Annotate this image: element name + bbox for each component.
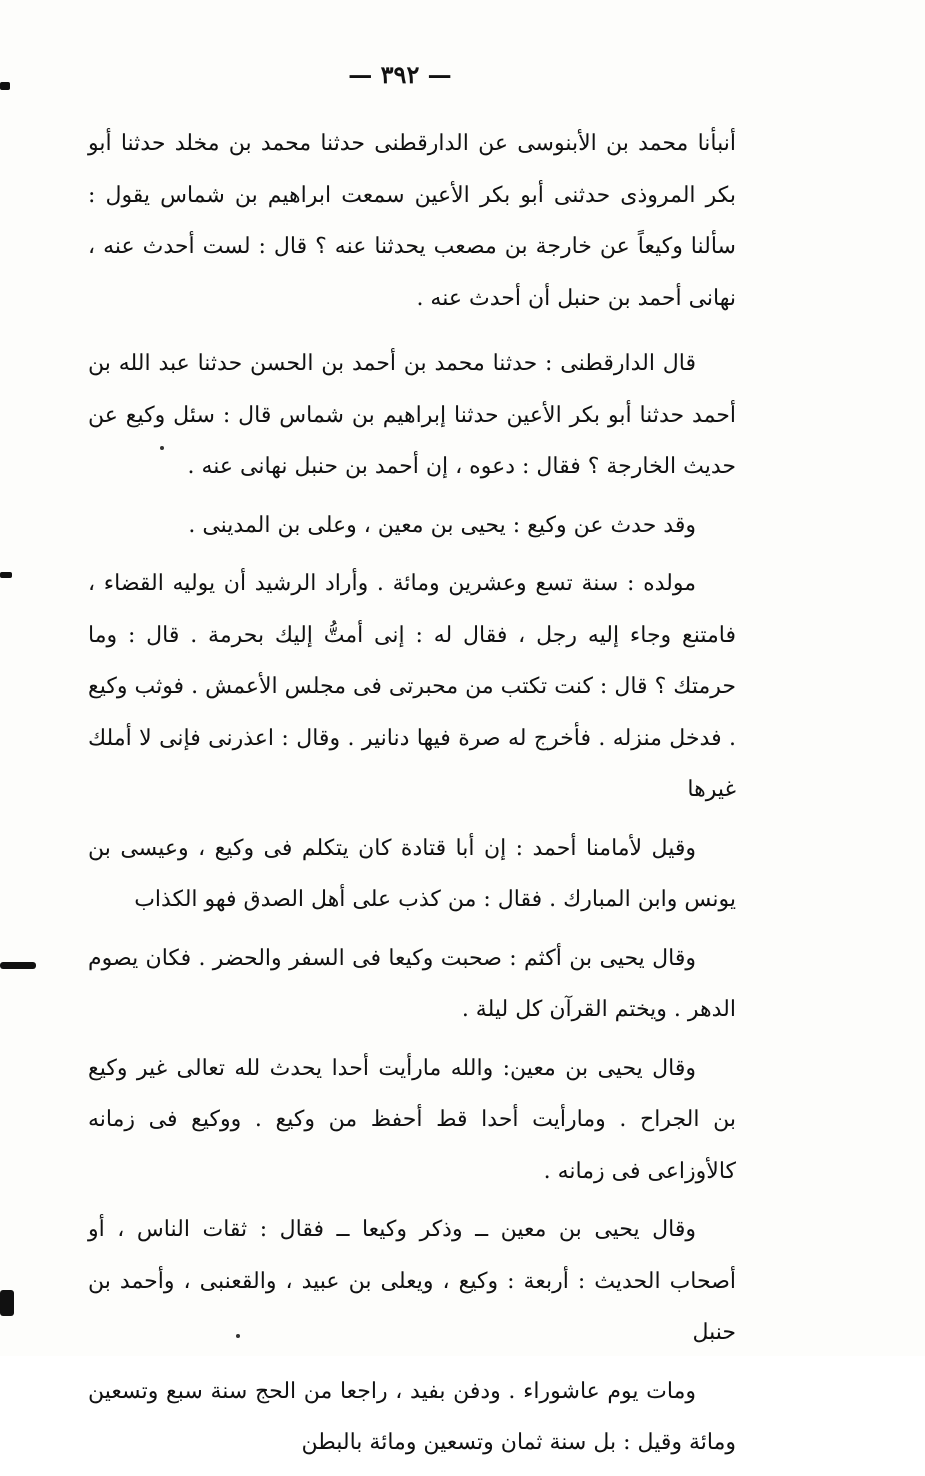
paragraph-2: قال الدارقطنى : حدثنا محمد بن أحمد بن الحسن حدثنا عبد الله بن أحمد حدثنا أبو بكر الأعين حدثنا إبراهيم بن شماس قال : سئل وكيع عن حديث الخارجة ؟ فقال : دعوه ، إن أحمد بن حنبل نهانى عنه .: [88, 351, 736, 479]
paragraph-4: مولده : سنة تسع وعشرين ومائة . وأراد الرشيد أن يوليه القضاء ، فامتنع وجاء إليه رجل ، فقال له : إنى أمتُّ إليك بحرمة . قال : وما حرمتك ؟ قال : كنت تكتب من محبرتى فى مجلس الأعمش . فوثب وكيع . فدخل منزله . فأخرج له صرة فيها دنانير . وقال : اعذرنى فإنى لا أملك غيرها: [88, 571, 736, 802]
paragraph-3: وقد حدث عن وكيع : يحيى بن معين ، وعلى بن المدينى .: [188, 512, 696, 538]
paragraph-9: ومات يوم عاشوراء . ودفن بفيد ، راجعا من الحج سنة سبع وتسعين ومائة وقيل : بل سنة ثمان وتسعين ومائة بالبطن: [88, 1378, 736, 1455]
margin-mark: [0, 1290, 14, 1316]
page-number: — ٣٩٢ —: [348, 60, 452, 89]
paragraph-6: وقال يحيى بن أكثم : صحبت وكيعا فى السفر والحضر . فكان يصوم الدهر . ويختم القرآن كل ليلة .: [88, 945, 736, 1022]
page-text: [88, 118, 736, 1476]
paragraph-5: وقيل لأمامنا أحمد : إن أبا قتادة كان يتكلم فى وكيع ، وعيسى بن يونس وابن المبارك . فقال : من كذب على أهل الصدق فهو الكذاب: [88, 835, 736, 912]
paragraph-7: وقال يحيى بن معين: والله مارأيت أحدا يحدث لله تعالى غير وكيع بن الجراح . ومارأيت أحدا قط أحفظ من وكيع . ووكيع فى زمانه كالأوزاعى فى زمانه .: [88, 1055, 736, 1184]
paragraph-1: أنبأنا محمد بن الأبنوسى عن الدارقطنى حدثنا محمد بن مخلد حدثنا أبو بكر المروذى حدثنى أبو بكر الأعين سمعت ابراهيم بن شماس يقول : سألنا وكيعاً عن خارجة بن مصعب يحدثنا عنه ؟ قال : لست أحدث عنه ، نهانى أحمد بن حنبل أن أحدث عنه .: [88, 131, 736, 311]
margin-mark: [0, 962, 36, 969]
paragraph-8: وقال يحيى بن معين ــ وذكر وكيعا ــ فقال : ثقات الناس ، أو أصحاب الحديث : أربعة : وكيع ، ويعلى بن عبيد ، والقعنبى ، وأحمد بن حنبل: [88, 1217, 736, 1345]
margin-mark: [0, 572, 12, 578]
